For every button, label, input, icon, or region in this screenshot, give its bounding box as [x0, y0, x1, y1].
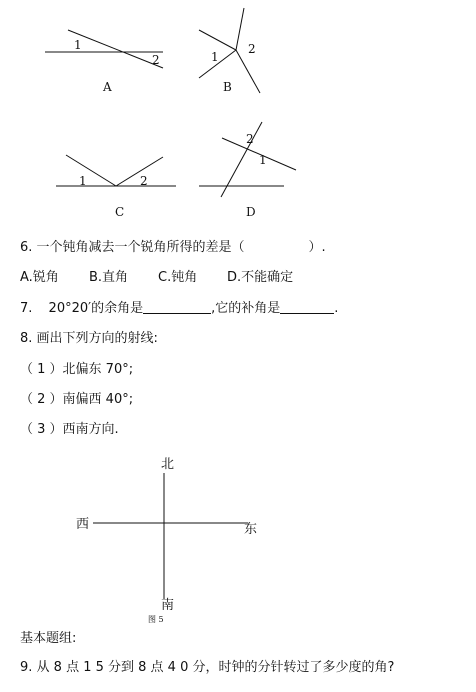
question-7-part2: ,它的补角是 [211, 301, 281, 316]
complement-answer-blank [143, 301, 211, 314]
question-7 [20, 297, 338, 316]
figure-b-ray-upper-left [199, 30, 236, 50]
figure-d-angle-1-label: 1 [259, 153, 267, 167]
question-7-angle: 20°20′ [48, 301, 92, 316]
question-8-item-2: （ 2 ）南偏西 40°; [20, 392, 134, 407]
figure-d-letter: D [246, 205, 256, 219]
question-8-title: 8. 画出下列方向的射线: [20, 331, 158, 346]
option-c: C.钝角 [158, 270, 198, 285]
figure-b-angle-1-label: 1 [211, 50, 219, 64]
question-7-end: . [334, 301, 339, 316]
figure-d-angle-2-label: 2 [246, 132, 254, 146]
compass-east-label: 东 [244, 522, 258, 537]
question-7-number: 7. [20, 301, 33, 316]
figure-c-left-ray [66, 155, 116, 186]
option-d: D.不能确定 [227, 270, 294, 285]
figure-a-angle-2-label: 2 [152, 53, 160, 67]
compass-west-label: 西 [76, 517, 90, 532]
compass-north-label: 北 [161, 457, 175, 472]
question-9: 9. 从 8 点 1 5 分到 8 点 4 0 分，时钟的分针转过了多少度的角? [20, 660, 395, 675]
figure-b-ray-up [236, 8, 244, 50]
question-6-suffix: ）. [308, 240, 326, 255]
question-6 [20, 236, 326, 255]
figure-c-angle-1-label: 1 [79, 174, 87, 188]
figure-c-letter: C [115, 205, 125, 219]
figure-c-angle-2-label: 2 [140, 174, 148, 188]
figure-a-transversal-line [68, 30, 163, 68]
question-7-part1: 的余角是 [91, 301, 144, 316]
figure-a-angle-1-label: 1 [74, 38, 82, 52]
section-title: 基本题组: [20, 631, 77, 646]
question-6-prefix: 6. 一个钝角减去一个锐角所得的差是（ [20, 240, 245, 255]
figure-a-letter: A [103, 80, 112, 94]
compass-caption: 图 5 [148, 615, 164, 624]
figure-b-ray-lower-right [236, 50, 260, 93]
question-8-item-1: （ 1 ）北偏东 70°; [20, 362, 134, 377]
figure-b-angle-2-label: 2 [248, 42, 256, 56]
figure-b-letter: B [223, 80, 232, 94]
option-b: B.直角 [89, 270, 129, 285]
supplement-answer-blank [280, 301, 334, 314]
question-8-item-3: （ 3 ）西南方向. [20, 422, 119, 437]
compass-south-label: 南 [161, 598, 175, 613]
option-a: A.锐角 [20, 270, 59, 285]
question-6-options [20, 266, 293, 285]
